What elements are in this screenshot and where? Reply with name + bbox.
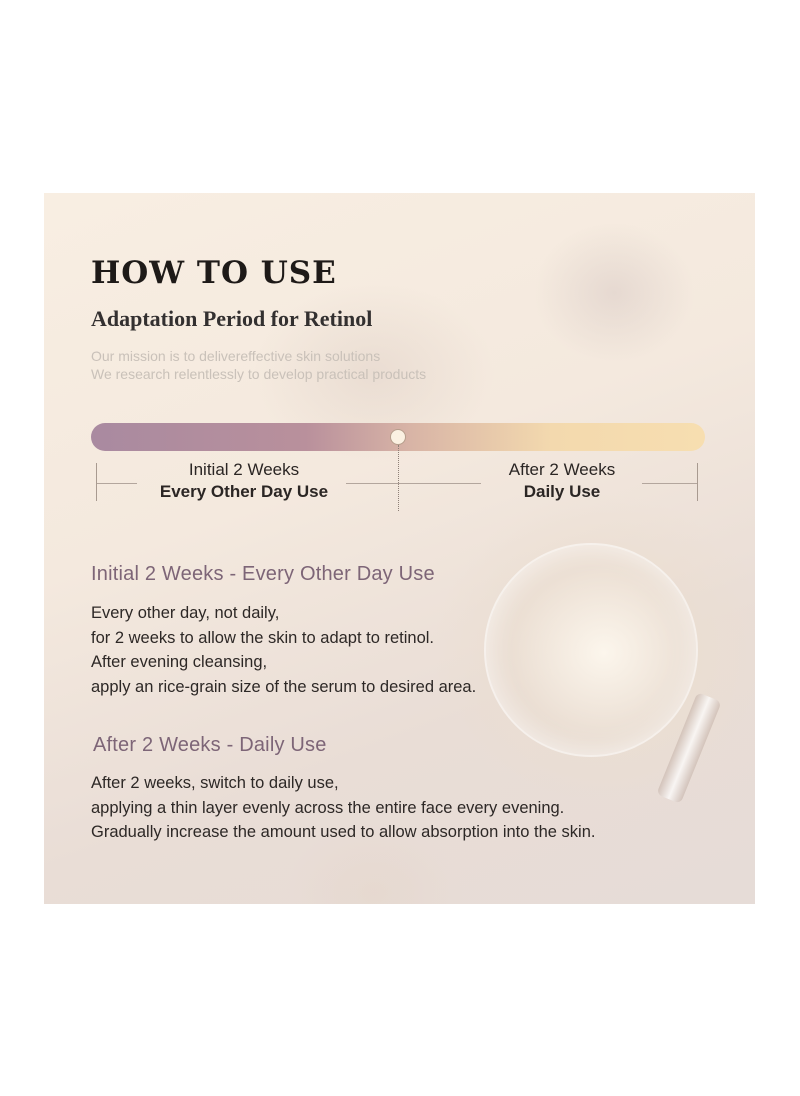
body-line: Every other day, not daily,	[91, 604, 280, 622]
mission-line: Our mission is to delivereffective skin solutions	[91, 348, 381, 364]
timeline-connector	[97, 483, 137, 484]
timeline-divider	[398, 445, 399, 511]
body-line: applying a thin layer evenly across the entire face every evening.	[91, 798, 565, 817]
section-heading-initial: Initial 2 Weeks - Every Other Day Use	[91, 563, 435, 585]
section-body-after	[91, 771, 595, 845]
body-line: After evening cleansing,	[91, 653, 268, 671]
mission-statement	[91, 347, 426, 383]
stage-label: After 2 Weeks	[508, 460, 616, 479]
stage-initial	[134, 459, 354, 503]
stage-value: Daily Use	[523, 482, 601, 501]
stage-label: Initial 2 Weeks	[188, 460, 300, 479]
serum-bubble-decoration	[484, 543, 698, 757]
page-title: HOW TO USE	[91, 255, 337, 291]
how-to-use-panel	[44, 193, 755, 904]
section-body-initial	[91, 601, 476, 699]
body-line: After 2 weeks, switch to daily use,	[91, 774, 339, 792]
stage-value: Every Other Day Use	[159, 482, 329, 501]
page-subtitle: Adaptation Period for Retinol	[91, 306, 373, 331]
timeline-marker	[390, 429, 406, 445]
timeline-tick-right	[697, 463, 698, 501]
section-heading-after: After 2 Weeks - Daily Use	[93, 734, 327, 756]
body-line: for 2 weeks to allow the skin to adapt to retinol.	[91, 628, 435, 647]
timeline-tick-left	[96, 463, 97, 501]
stage-after	[452, 459, 672, 503]
body-line: apply an rice-grain size of the serum to desired area.	[91, 677, 477, 696]
body-line: Gradually increase the amount used to allow absorption into the skin.	[91, 823, 596, 841]
mission-line: We research relentlessly to develop practical products	[91, 366, 427, 382]
